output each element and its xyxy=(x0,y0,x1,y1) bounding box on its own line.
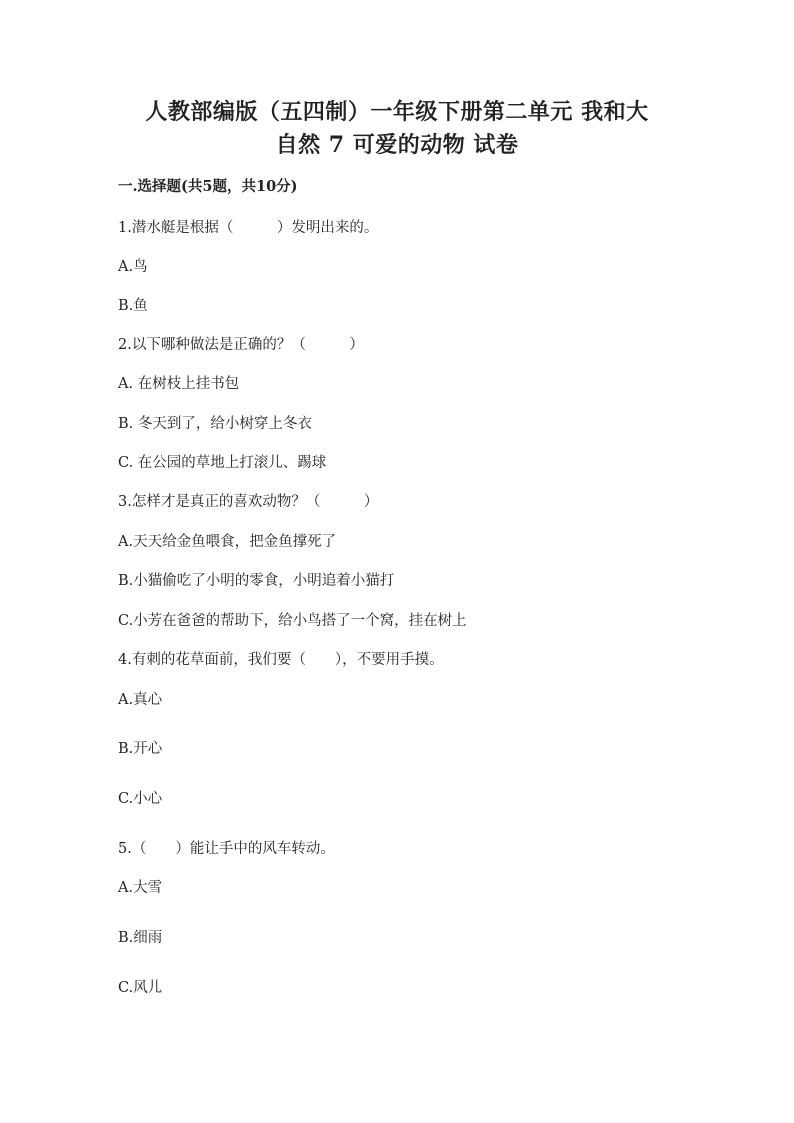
question-2-option-a: A. 在树枝上挂书包 xyxy=(118,376,240,392)
question-3-option-c: C.小芳在爸爸的帮助下，给小鸟搭了一个窝，挂在树上 xyxy=(118,613,467,629)
question-2-option-c: C. 在公园的草地上打滚儿、踢球 xyxy=(118,455,327,471)
question-4-option-c: C.小心 xyxy=(118,791,163,807)
question-2-stem: 2.以下哪种做法是正确的？（ ） xyxy=(118,337,364,353)
page-title-line-1: 人教部编版（五四制）一年级下册第二单元 我和大 xyxy=(145,99,649,125)
question-5-stem: 5.（ ）能让手中的风车转动。 xyxy=(118,841,335,857)
section-heading: 一.选择题(共5题，共10分) xyxy=(118,178,298,195)
page-title-line-2: 自然 7 可爱的动物 试卷 xyxy=(275,132,519,158)
question-5-option-c: C.风儿 xyxy=(118,980,163,996)
question-1-option-b: B.鱼 xyxy=(118,298,148,314)
question-3-option-a: A.天天给金鱼喂食，把金鱼撑死了 xyxy=(118,534,337,550)
question-3-option-b: B.小猫偷吃了小明的零食，小明追着小猫打 xyxy=(118,573,395,589)
question-4-stem: 4.有刺的花草面前，我们要（ ），不要用手摸。 xyxy=(118,652,444,668)
question-1-stem: 1.潜水艇是根据（ ）发明出来的。 xyxy=(118,220,379,236)
question-4-option-a: A.真心 xyxy=(118,692,163,708)
question-3-stem: 3.怎样才是真正的喜欢动物？（ ） xyxy=(118,494,379,510)
question-5-option-b: B.细雨 xyxy=(118,930,163,946)
question-5-option-a: A.大雪 xyxy=(118,880,163,896)
question-2-option-b: B. 冬天到了，给小树穿上冬衣 xyxy=(118,416,312,432)
question-1-option-a: A.鸟 xyxy=(118,259,148,275)
question-4-option-b: B.开心 xyxy=(118,741,163,757)
